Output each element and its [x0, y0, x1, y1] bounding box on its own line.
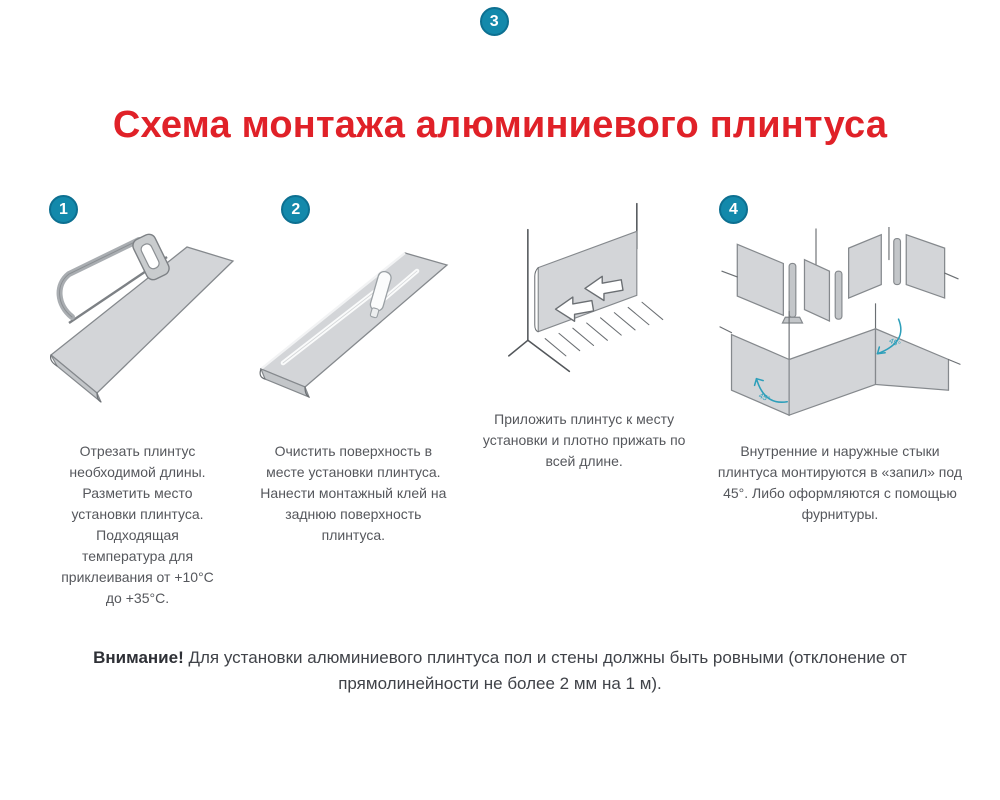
plinth-pressed-to-wall-icon: [467, 195, 702, 387]
step-1-description: Отрезать плинтус необходимой длины. Разметить место установки плинтуса. Подходящая температура для приклеивания от +10°С до +35°С.: [61, 443, 214, 606]
corner-joints-45-icon: [715, 227, 965, 419]
step-4-number-badge: 4: [719, 195, 748, 224]
hacksaw-cutting-plinth-icon: [35, 227, 240, 419]
corner-fittings-exploded: [722, 227, 958, 323]
angle-45-label-outer: 45°: [887, 335, 902, 349]
step-2-description: Очистить поверхность в месте установки плинтуса. Нанести монтажный клей на заднюю поверхность плинтуса.: [260, 443, 447, 543]
step-1-illustration: [35, 227, 240, 419]
angle-45-label-inner: 45°: [757, 390, 772, 404]
step-2-badge-row: [253, 195, 453, 225]
floor-edge-line: [528, 340, 570, 371]
step-3: [467, 12, 702, 609]
step-1-badge-row: [35, 195, 240, 225]
page-title: Схема монтажа алюминиевого плинтуса: [112, 104, 888, 146]
warning-note: [80, 645, 920, 698]
step-4-description: Внутренние и наружные стыки плинтуса монтируются в «запил» под 45°. Либо оформляются с помощью фурнитуры.: [717, 443, 963, 522]
warning-text: Для установки алюминиевого плинтуса пол и стены должны быть ровными (отклонение от прямолинейности не более 2 мм на 1 м).: [188, 648, 907, 694]
floor-corner-line: [508, 340, 527, 356]
step-2-illustration: [253, 227, 453, 419]
step-4-badge-row: [715, 195, 965, 225]
step-3-description: Приложить плинтус к месту установки и плотно прижать по всей длине.: [482, 411, 686, 469]
step-2: [253, 195, 453, 609]
corner-connector-post: [789, 263, 796, 317]
glue-on-plinth-icon: [253, 227, 453, 419]
corner-connector-post-3: [894, 239, 901, 285]
warning-label: Внимание!: [93, 648, 184, 667]
step-1-number-badge: 1: [49, 195, 78, 224]
step-3-illustration: [467, 195, 702, 387]
step-4: [715, 195, 965, 609]
step-3-number-badge: 3: [480, 7, 509, 36]
step-1: [35, 195, 240, 609]
step-2-number-badge: 2: [281, 195, 310, 224]
corner-connector-post-2: [835, 271, 842, 319]
step-4-illustration: [715, 227, 965, 419]
plinth-board: [261, 253, 447, 387]
corner-angles-45: [720, 304, 960, 415]
